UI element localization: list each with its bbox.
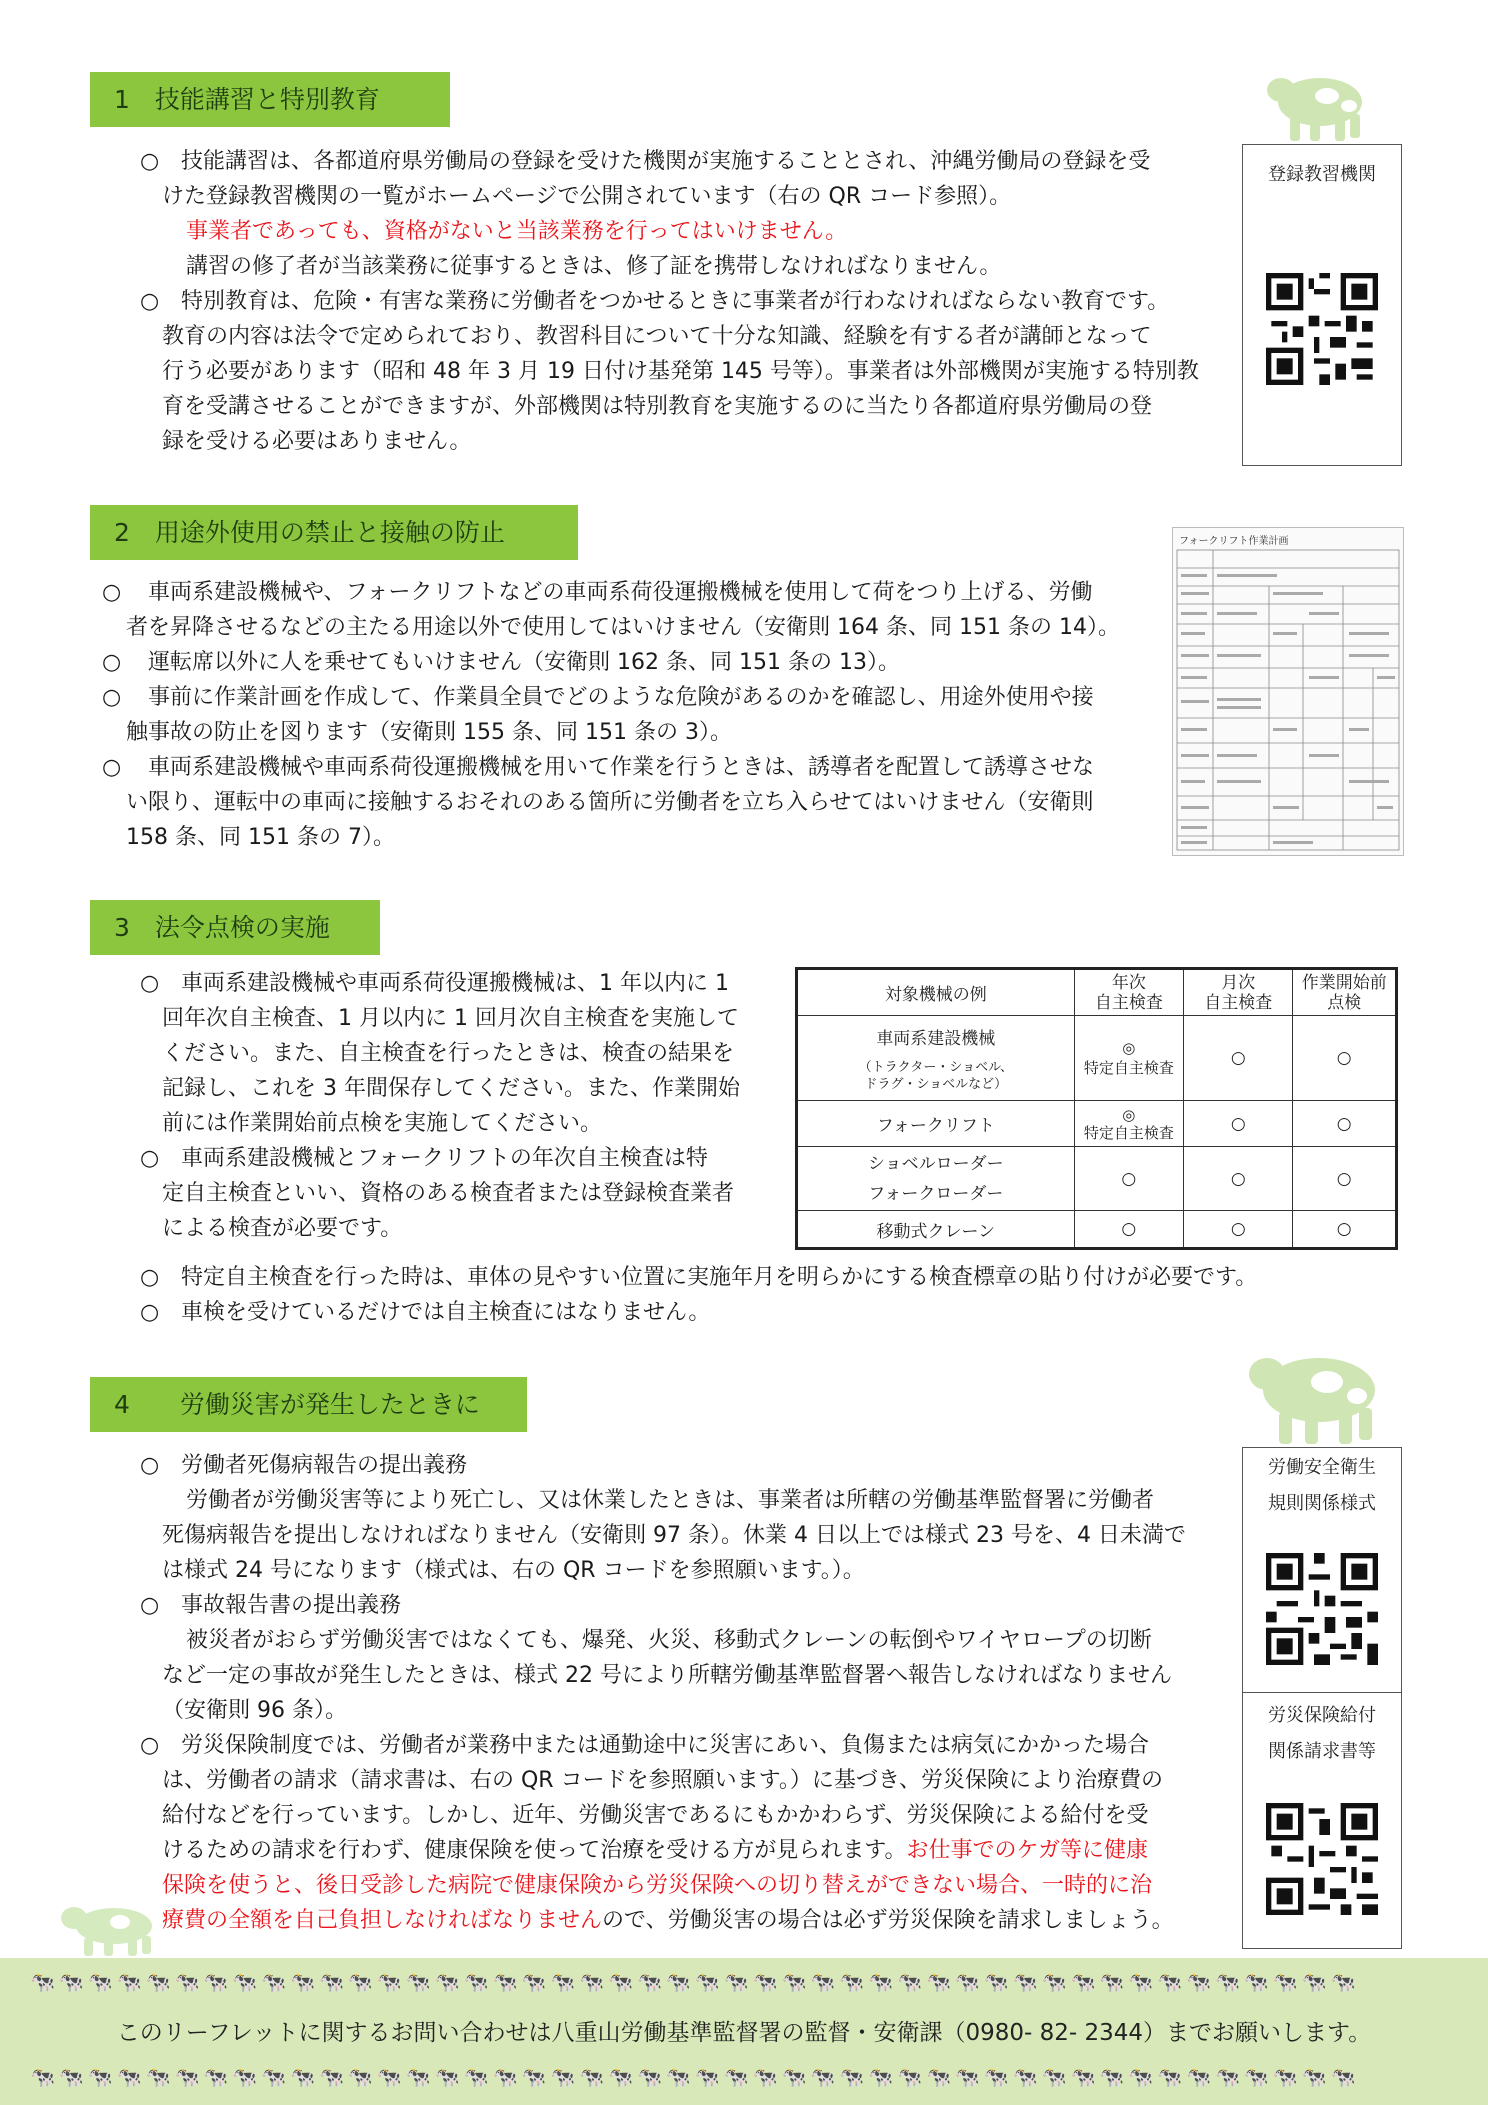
row-forklift: フォークリフト — [797, 1101, 1075, 1147]
s4-t3-warning-a: お仕事でのケガ等に健康 — [906, 1838, 1149, 1863]
cell-prework: ○ — [1293, 1211, 1397, 1249]
s4-t1-line-b: 死傷病報告を提出しなければなりません（安衛則 97 条）。休業 4 日以上では様式 23 号を、4 日未満で — [162, 1523, 1186, 1548]
cow-border-icon: 🐄🐄🐄🐄🐄🐄🐄🐄🐄🐄🐄🐄🐄🐄🐄🐄🐄🐄🐄🐄🐄🐄🐄🐄🐄🐄🐄🐄🐄🐄🐄🐄🐄🐄🐄🐄🐄🐄🐄🐄🐄🐄🐄🐄🐄🐄 — [30, 2065, 1360, 2089]
table-header-annual — [1074, 969, 1183, 1016]
header-annual-line-a: 年次 — [1111, 972, 1146, 993]
s2-item-2-line-a: 運転席以外に人を乗せてもいけません（安衛則 162 条、同 151 条の 13）。 — [148, 650, 900, 675]
s4-t3-line-f: ので、労働災害の場合は必ず労災保険を請求しましょう。 — [602, 1908, 1174, 1933]
s4-t2-title: 事故報告書の提出義務 — [181, 1593, 402, 1618]
s4-t3-line-a: 労災保険制度では、労働者が業務中または通勤途中に災害にあい、負傷または病気にかかった場合 — [181, 1733, 1150, 1758]
cell-monthly: ○ — [1184, 1101, 1293, 1147]
table-header-row — [797, 969, 1397, 1016]
s3-paragraph-2 — [140, 1260, 1440, 1330]
form-title: フォークリフト作業計画 — [1179, 536, 1289, 547]
table-header-monthly — [1184, 969, 1293, 1016]
row-loader — [797, 1147, 1075, 1211]
s4-t3-warning-b: 保険を使うと、後日受診した病院で健康保険から労災保険への切り替えができない場合、一時的に治 — [162, 1873, 1153, 1898]
table-row — [797, 1147, 1397, 1211]
s1-p1-warning: 事業者であっても、資格がないと当該業務を行ってはいけません。 — [186, 219, 848, 244]
s4-t3-line-c: 給付などを行っています。しかし、近年、労働災害であるにもかかわらず、労災保険による給付を受 — [162, 1803, 1149, 1828]
qr-code-icon[interactable] — [1266, 1553, 1378, 1665]
s1-p2-line-a: 特別教育は、危険・有害な業務に労働者をつかせるときに事業者が行わなければならない教育です。 — [181, 289, 1170, 314]
machine-name: 車両系建設機械 — [876, 1028, 996, 1049]
bullet-mark: ○ — [140, 1453, 160, 1478]
s2-item-4-line-c: 158 条、同 151 条の 7）。 — [126, 825, 395, 850]
s4-t3-line-d: けるための請求を行わず、健康保険を使って治療を受ける方が見られます。 — [162, 1838, 907, 1863]
header-monthly-line-a: 月次 — [1221, 972, 1256, 993]
double-circle-mark: ◎ — [1122, 1105, 1136, 1124]
section-1-heading: 1 技能講習と特別教育 — [90, 72, 450, 127]
cell-prework: ○ — [1293, 1147, 1397, 1211]
cell-monthly: ○ — [1184, 1147, 1293, 1211]
s3-p2-line-1: 定自主検査といい、資格のある検査者または登録検査業者 — [162, 1181, 735, 1206]
s1-p2-line-d: 育を受講させることができますが、外部機関は特別教育を実施するのに当たり各都道府県労働局の登 — [162, 394, 1153, 419]
qr-box-forms — [1242, 1447, 1402, 1949]
s2-item-2 — [102, 645, 1167, 680]
cell-annual — [1074, 1101, 1183, 1147]
s3-p1-line-2: ください。また、自主検査を行ったときは、検査の結果を — [162, 1041, 735, 1066]
s4-t3-line-b: は、労働者の請求（請求書は、右の QR コードを参照願います。）に基づき、労災保険により治療費の — [162, 1768, 1163, 1793]
s3-p1-line-1: 回年次自主検査、1 月以内に 1 回月次自主検査を実施して — [162, 1006, 739, 1031]
qr-label: 関係請求書等 — [1268, 1741, 1376, 1762]
s1-paragraph-2 — [140, 284, 1240, 459]
s4-t1-title: 労働者死傷病報告の提出義務 — [181, 1453, 468, 1478]
bullet-mark: ○ — [102, 580, 122, 605]
row-mobile-crane: 移動式クレーン — [797, 1211, 1075, 1249]
s2-item-4-line-b: い限り、運転中の車両に接触するおそれのある箇所に労働者を立ち入らせてはいけません（安衛則 — [126, 790, 1094, 815]
header-prework-line-b: 点検 — [1327, 992, 1362, 1013]
footer-contact-text: このリーフレットに関するお問い合わせは八重山労働基準監督署の監督・安衛課（0980- 82- 2344）までお願いします。 — [116, 2020, 1372, 2046]
bullet-mark: ○ — [140, 1300, 160, 1325]
bullet-mark: ○ — [140, 1733, 160, 1758]
s2-list — [102, 575, 1167, 855]
s2-item-4 — [102, 750, 1167, 855]
s2-item-1-line-a: 車両系建設機械や、フォークリフトなどの車両系荷役運搬機械を使用して荷をつり上げる、労働 — [148, 580, 1093, 605]
bullet-mark: ○ — [102, 755, 122, 780]
s3-p2-line-2: による検査が必要です。 — [162, 1216, 403, 1241]
qr-code-icon[interactable] — [1266, 1803, 1378, 1915]
table-row — [797, 1211, 1397, 1249]
cow-icon — [58, 1898, 158, 1958]
s4-t2-line-c: （安衛則 96 条）。 — [162, 1698, 347, 1723]
s1-p1-line-c: 講習の修了者が当該業務に従事するときは、修了証を携帯しなければなりません。 — [186, 254, 1002, 279]
s3-p1-line-3: 記録し、これを 3 年間保存してください。また、作業開始 — [162, 1076, 740, 1101]
s1-p2-line-e: 録を受ける必要はありません。 — [162, 429, 472, 454]
section-3-heading: 3 法令点検の実施 — [90, 900, 380, 955]
qr-divider — [1243, 1692, 1401, 1693]
header-monthly-line-b: 自主検査 — [1204, 992, 1273, 1013]
s2-item-3-line-b: 触事故の防止を図ります（安衛則 155 条、同 151 条の 3）。 — [126, 720, 732, 745]
cell-prework: ○ — [1293, 1016, 1397, 1101]
cow-icon — [1245, 1338, 1385, 1446]
cow-border-icon: 🐄🐄🐄🐄🐄🐄🐄🐄🐄🐄🐄🐄🐄🐄🐄🐄🐄🐄🐄🐄🐄🐄🐄🐄🐄🐄🐄🐄🐄🐄🐄🐄🐄🐄🐄🐄🐄🐄🐄🐄🐄🐄🐄🐄🐄🐄 — [30, 1970, 1360, 1994]
form-grid-icon — [1173, 528, 1403, 855]
qr-label: 規則関係様式 — [1268, 1493, 1376, 1514]
qr-code-icon[interactable] — [1266, 273, 1378, 385]
bullet-mark: ○ — [140, 289, 160, 314]
s2-item-1-line-b: 者を昇降させるなどの主たる用途以外で使用してはいけません（安衛則 164 条、同 151 条の 14）。 — [126, 615, 1120, 640]
machine-name: ショベルローダー — [867, 1153, 1004, 1174]
s3-paragraph-1 — [140, 966, 780, 1246]
qr-label: 労働安全衛生 — [1268, 1457, 1376, 1478]
s2-item-4-line-a: 車両系建設機械や車両系荷役運搬機械を用いて作業を行うときは、誘導者を配置して誘導させな — [148, 755, 1095, 780]
cell-monthly: ○ — [1184, 1211, 1293, 1249]
bullet-mark: ○ — [140, 971, 160, 996]
row-construction-machine — [797, 1016, 1075, 1101]
special-inspection-label: 特定自主検査 — [1083, 1059, 1174, 1077]
cell-monthly: ○ — [1184, 1016, 1293, 1101]
s1-p2-line-c: 行う必要があります（昭和 48 年 3 月 19 日付け基発第 145 号等）。事業者は外部機関が実施する特別教 — [162, 359, 1199, 384]
forklift-work-plan-form-image — [1172, 527, 1404, 856]
s2-item-3 — [102, 680, 1167, 750]
cell-annual: ○ — [1074, 1211, 1183, 1249]
section-4-heading: 4 労働災害が発生したときに — [90, 1377, 527, 1432]
inspection-table — [795, 967, 1398, 1250]
header-annual-line-b: 自主検査 — [1094, 992, 1163, 1013]
qr-label: 労災保険給付 — [1268, 1705, 1376, 1726]
bullet-mark: ○ — [140, 1265, 160, 1290]
s4-t1-line-c: は様式 24 号になります（様式は、右の QR コードを参照願います。）。 — [162, 1558, 865, 1583]
table-header-prework — [1293, 969, 1397, 1016]
table-row — [797, 1016, 1397, 1101]
table-header-machine: 対象機械の例 — [797, 969, 1075, 1016]
cow-icon — [1265, 62, 1370, 144]
s1-p1-line-b: けた登録教習機関の一覧がホームページで公開されています（右の QR コード参照）。 — [162, 184, 1012, 209]
cell-prework: ○ — [1293, 1101, 1397, 1147]
footer-contact-band — [0, 1958, 1488, 2105]
machine-sub: ドラグ・ショベルなど） — [864, 1076, 1008, 1092]
double-circle-mark: ◎ — [1122, 1039, 1136, 1057]
s3-p3-line: 特定自主検査を行った時は、車体の見やすい位置に実施年月を明らかにする検査標章の貼り付けが必要です。 — [181, 1265, 1258, 1290]
s4-t2-line-b: など一定の事故が発生したときは、様式 22 号により所轄労働基準監督署へ報告しなければなりません — [162, 1663, 1172, 1688]
s2-item-3-line-a: 事前に作業計画を作成して、作業員全員でどのような危険があるのかを確認し、用途外使用や接 — [148, 685, 1094, 710]
special-inspection-label: 特定自主検査 — [1083, 1123, 1174, 1142]
cell-annual — [1074, 1016, 1183, 1101]
machine-name: フォークローダー — [868, 1183, 1004, 1204]
s3-p4-line: 車検を受けているだけでは自主検査にはなりません。 — [181, 1300, 711, 1325]
cell-annual: ○ — [1074, 1147, 1183, 1211]
qr-label: 登録教習機関 — [1268, 164, 1376, 185]
bullet-mark: ○ — [102, 650, 122, 675]
s4-block-1 — [140, 1448, 1240, 1938]
s1-p2-line-b: 教育の内容は法令で定められており、教習科目について十分な知識、経験を有する者が講師となって — [162, 324, 1152, 349]
header-prework-line-a: 作業開始前 — [1301, 972, 1387, 993]
section-2-heading: 2 用途外使用の禁止と接触の防止 — [90, 505, 578, 560]
bullet-mark: ○ — [140, 1593, 160, 1618]
s1-paragraph-1 — [140, 144, 1240, 284]
s3-p2-line-0: 車両系建設機械とフォークリフトの年次自主検査は特 — [181, 1146, 708, 1171]
s4-t3-warning-c: 療費の全額を自己負担しなければなりません — [162, 1908, 603, 1933]
s4-t2-line-a: 被災者がおらず労働災害ではなくても、爆発、火災、移動式クレーンの転倒やワイヤロープの切断 — [186, 1628, 1152, 1653]
s3-p1-line-0: 車両系建設機械や車両系荷役運搬機械は、1 年以内に 1 — [181, 971, 729, 996]
s3-p1-line-4: 前には作業開始前点検を実施してください。 — [162, 1111, 603, 1136]
s1-p1-line-a: 技能講習は、各都道府県労働局の登録を受けた機関が実施することとされ、沖縄労働局の登録を受 — [181, 149, 1151, 174]
bullet-mark: ○ — [140, 1146, 160, 1171]
bullet-mark: ○ — [140, 149, 160, 174]
s2-item-1 — [102, 575, 1167, 645]
qr-box-registered-training — [1242, 144, 1402, 466]
s4-t1-line-a: 労働者が労働災害等により死亡し、又は休業したときは、事業者は所轄の労働基準監督署に労働者 — [186, 1488, 1155, 1513]
bullet-mark: ○ — [102, 685, 122, 710]
table-row — [797, 1101, 1397, 1147]
machine-sub: （トラクター・ショベル、 — [858, 1059, 1014, 1075]
